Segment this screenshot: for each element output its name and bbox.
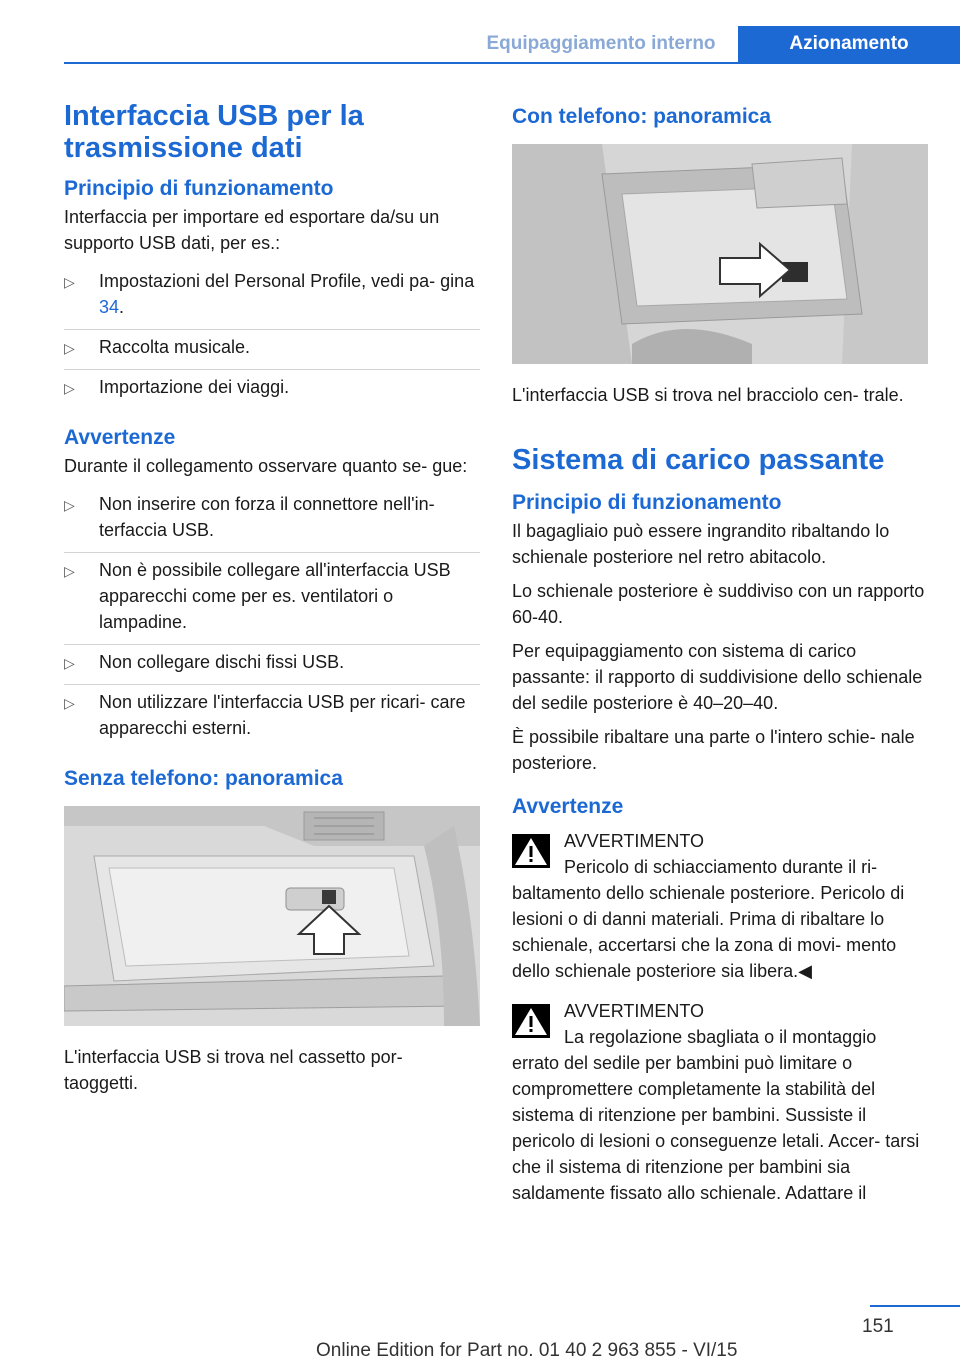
glovebox-usb-photo xyxy=(64,806,480,1026)
header-rule xyxy=(64,62,960,64)
usb-notes-heading: Avvertenze xyxy=(64,426,176,449)
list-item: ▷ Non è possibile collegare all'interfaccia USB apparecchi come per es. ventilatori o lampadine. xyxy=(64,553,480,645)
warning-triangle-icon xyxy=(512,1004,550,1038)
through-load-principle-heading: Principio di funzionamento xyxy=(512,491,782,514)
through-load-para: Per equipaggiamento con sistema di carico passante: il rapporto di suddivisione dello schienale del sedile posteriore è 40–20–40. xyxy=(512,641,923,713)
list-item: ▷ Non collegare dischi fissi USB. xyxy=(64,645,480,685)
page-number: 151 xyxy=(862,1316,894,1337)
through-load-title: Sistema di carico passante xyxy=(512,444,885,476)
triangle-bullet-icon: ▷ xyxy=(64,380,75,396)
no-phone-heading: Senza telefono: panoramica xyxy=(64,767,343,790)
triangle-bullet-icon: ▷ xyxy=(64,340,75,356)
warning-text: baltamento dello schienale posteriore. Pericolo di lesioni o di danni materiali. Prima di ribaltare lo schienale, accertarsi che la zona di movi‐ mento dello schienale posteriore sia libera.◀ xyxy=(512,883,905,981)
list-item: ▷ Non inserire con forza il connettore nell'in‐ terfaccia USB. xyxy=(64,487,480,553)
header-chapter-tab: Azionamento xyxy=(738,26,960,64)
warning-block xyxy=(512,998,928,1206)
usb-notes-list xyxy=(64,487,480,750)
list-item: ▷ Importazione dei viaggi. xyxy=(64,370,480,409)
usb-notes-text: Durante il collegamento osservare quanto se‐ gue: xyxy=(64,456,468,476)
triangle-bullet-icon: ▷ xyxy=(64,563,75,579)
usb-section-title: Interfaccia USB per la trasmissione dati xyxy=(64,100,364,164)
no-phone-caption: L'interfaccia USB si trova nel cassetto por‐ taoggetti. xyxy=(64,1047,403,1093)
triangle-bullet-icon: ▷ xyxy=(64,655,75,671)
warning-block xyxy=(512,828,928,984)
through-load-notes-heading: Avvertenze xyxy=(512,795,624,818)
triangle-bullet-icon: ▷ xyxy=(64,274,75,290)
edition-footer: Online Edition for Part no. 01 40 2 963 855 - VI/15 xyxy=(316,1340,738,1361)
header-section: Equipaggiamento interno xyxy=(486,33,716,54)
warning-first-line: Pericolo di schiacciamento durante il ri‐ xyxy=(564,857,878,877)
right-column xyxy=(512,104,928,1220)
warning-label: AVVERTIMENTO xyxy=(564,831,705,851)
page-link-34[interactable]: 34 xyxy=(99,297,120,317)
warning-first-line: La regolazione sbagliata o il montaggio xyxy=(564,1027,877,1047)
warning-text: errato del sedile per bambini può limitare o compromettere completamente la stabilità del sistema di ritenzione per bambini. Sussiste il pericolo di lesioni o conseguenze letali. Accer‐ tarsi che il sistema di ritenzione per bambini sia saldamente fissato allo schienale. Adattare il xyxy=(512,1053,920,1203)
triangle-bullet-icon: ▷ xyxy=(64,695,75,711)
list-item: ▷ Raccolta musicale. xyxy=(64,330,480,370)
usb-uses-list xyxy=(64,264,480,409)
triangle-bullet-icon: ▷ xyxy=(64,497,75,513)
warning-label: AVVERTIMENTO xyxy=(564,1001,705,1021)
phone-heading: Con telefono: panoramica xyxy=(512,105,772,128)
armrest-usb-photo xyxy=(512,144,928,364)
usb-principle-heading: Principio di funzionamento xyxy=(64,177,334,200)
list-item: ▷ Impostazioni del Personal Profile, vedi pa‐ gina 34. xyxy=(64,264,480,330)
usb-principle-text: Interfaccia per importare ed esportare da/su un supporto USB dati, per es.: xyxy=(64,207,440,253)
footer-rule xyxy=(870,1305,960,1307)
through-load-para: È possibile ribaltare una parte o l'intero schie‐ nale posteriore. xyxy=(512,727,915,773)
warning-triangle-icon xyxy=(512,834,550,868)
phone-caption: L'interfaccia USB si trova nel bracciolo cen‐ trale. xyxy=(512,385,904,405)
through-load-para: Il bagagliaio può essere ingrandito ribaltando lo schienale posteriore nel retro abitacolo. xyxy=(512,521,890,567)
left-column xyxy=(64,100,480,1104)
through-load-para: Lo schienale posteriore è suddiviso con un rapporto 60-40. xyxy=(512,581,925,627)
list-item: ▷ Non utilizzare l'interfaccia USB per ricari‐ care apparecchi esterni. xyxy=(64,692,466,738)
